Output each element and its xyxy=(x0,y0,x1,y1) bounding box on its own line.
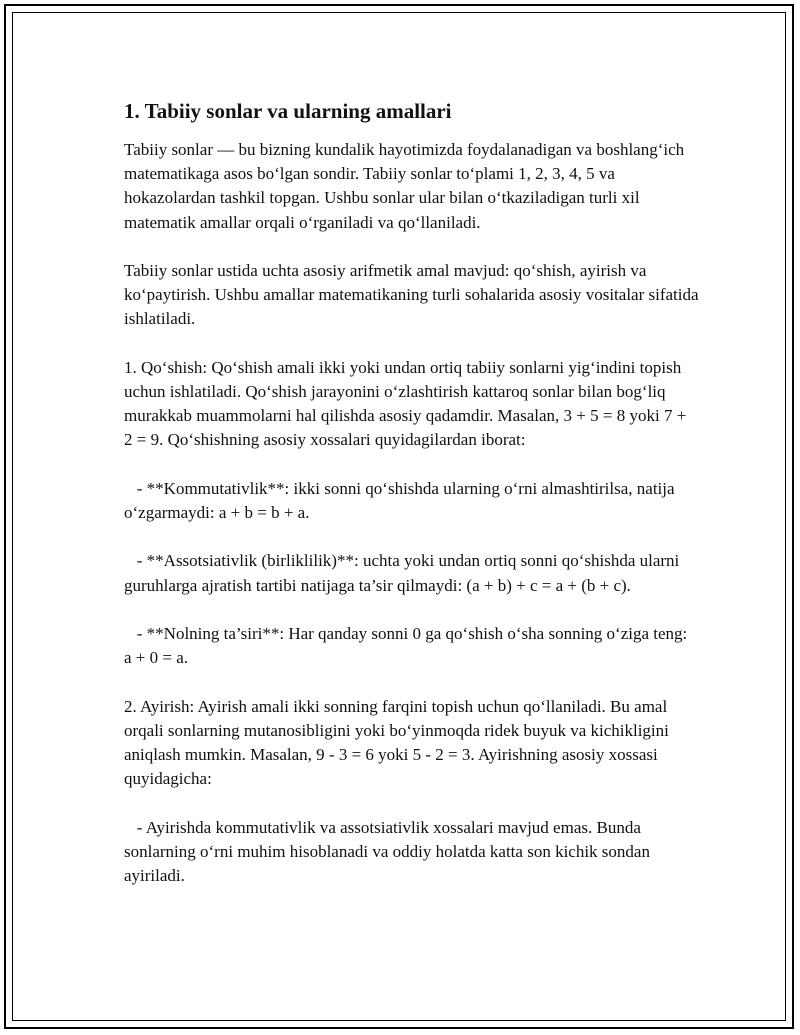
document-title: 1. Tabiiy sonlar va ularning amallari xyxy=(124,99,452,123)
paragraph-addition: 1. Qo‘shish: Qo‘shish amali ikki yoki undan ortiq tabiiy sonlarni yig‘indini topish uchun ishlatiladi. Qo‘shish jarayonini o‘zlashtirish kattaroq sonlar bilan bog‘liq murakkab muammolarni hal qilishda asosiy qadamdir. Masalan, 3 + 5 = 8 yoki 7 + 2 = 9. Qo‘shishning asosiy xossalari quyidagilardan iborat: xyxy=(124,357,691,450)
paragraph-commutativity: - **Kommutativlik**: ikki sonni qo‘shishda ularning o‘rni almashtirilsa, natija o‘zgarmaydi: a + b = b + a. xyxy=(124,478,679,522)
document-content xyxy=(124,98,703,912)
paragraph-intro: Tabiiy sonlar — bu bizning kundalik hayotimizda foydalanadigan va boshlang‘ich matematikaga asos bo‘lgan sondir. Tabiiy sonlar to‘plami 1, 2, 3, 4, 5 va hokazolardan tashkil topgan. Ushbu sonlar ular bilan o‘tkaziladigan turli xil matematik amallar orqali o‘rganiladi va qo‘llaniladi. xyxy=(124,140,689,232)
paragraph-operations: Tabiiy sonlar ustida uchta asosiy arifmetik amal mavjud: qo‘shish, ayirish va ko‘paytirish. Ushbu amallar matematikaning turli sohalarida asosiy vositalar sifatida ishlatiladi. xyxy=(124,261,703,329)
paragraph-zero: - **Nolning ta’siri**: Har qanday sonni 0 ga qo‘shish o‘sha sonning o‘ziga teng: a + 0 = a. xyxy=(124,623,692,668)
paragraph-subtraction-property: - Ayirishda kommutativlik va assotsiativlik xossalari mavjud emas. Bunda sonlarning o‘rni muhim hisoblanadi va oddiy holatda katta son kichik sondan ayiriladi. xyxy=(124,817,655,885)
paragraph-subtraction: 2. Ayirish: Ayirish amali ikki sonning farqini topish uchun qo‘llaniladi. Bu amal orqali sonlarning mutanosibligini yoki bo‘yinmoqda ridek buyuk va kichikligini aniqlash mumkin. Masalan, 9 - 3 = 6 yoki 5 - 2 = 3. Ayirishning asosiy xossasi quyidagicha: xyxy=(124,696,674,789)
paragraph-associativity: - **Assotsiativlik (birliklilik)**: uchta yoki undan ortiq sonni qo‘shishda ularni guruhlarga ajratish tartibi natijaga ta’sir qilmaydi: (a + b) + c = a + (b + c). xyxy=(124,551,684,595)
document-page xyxy=(4,4,794,1029)
